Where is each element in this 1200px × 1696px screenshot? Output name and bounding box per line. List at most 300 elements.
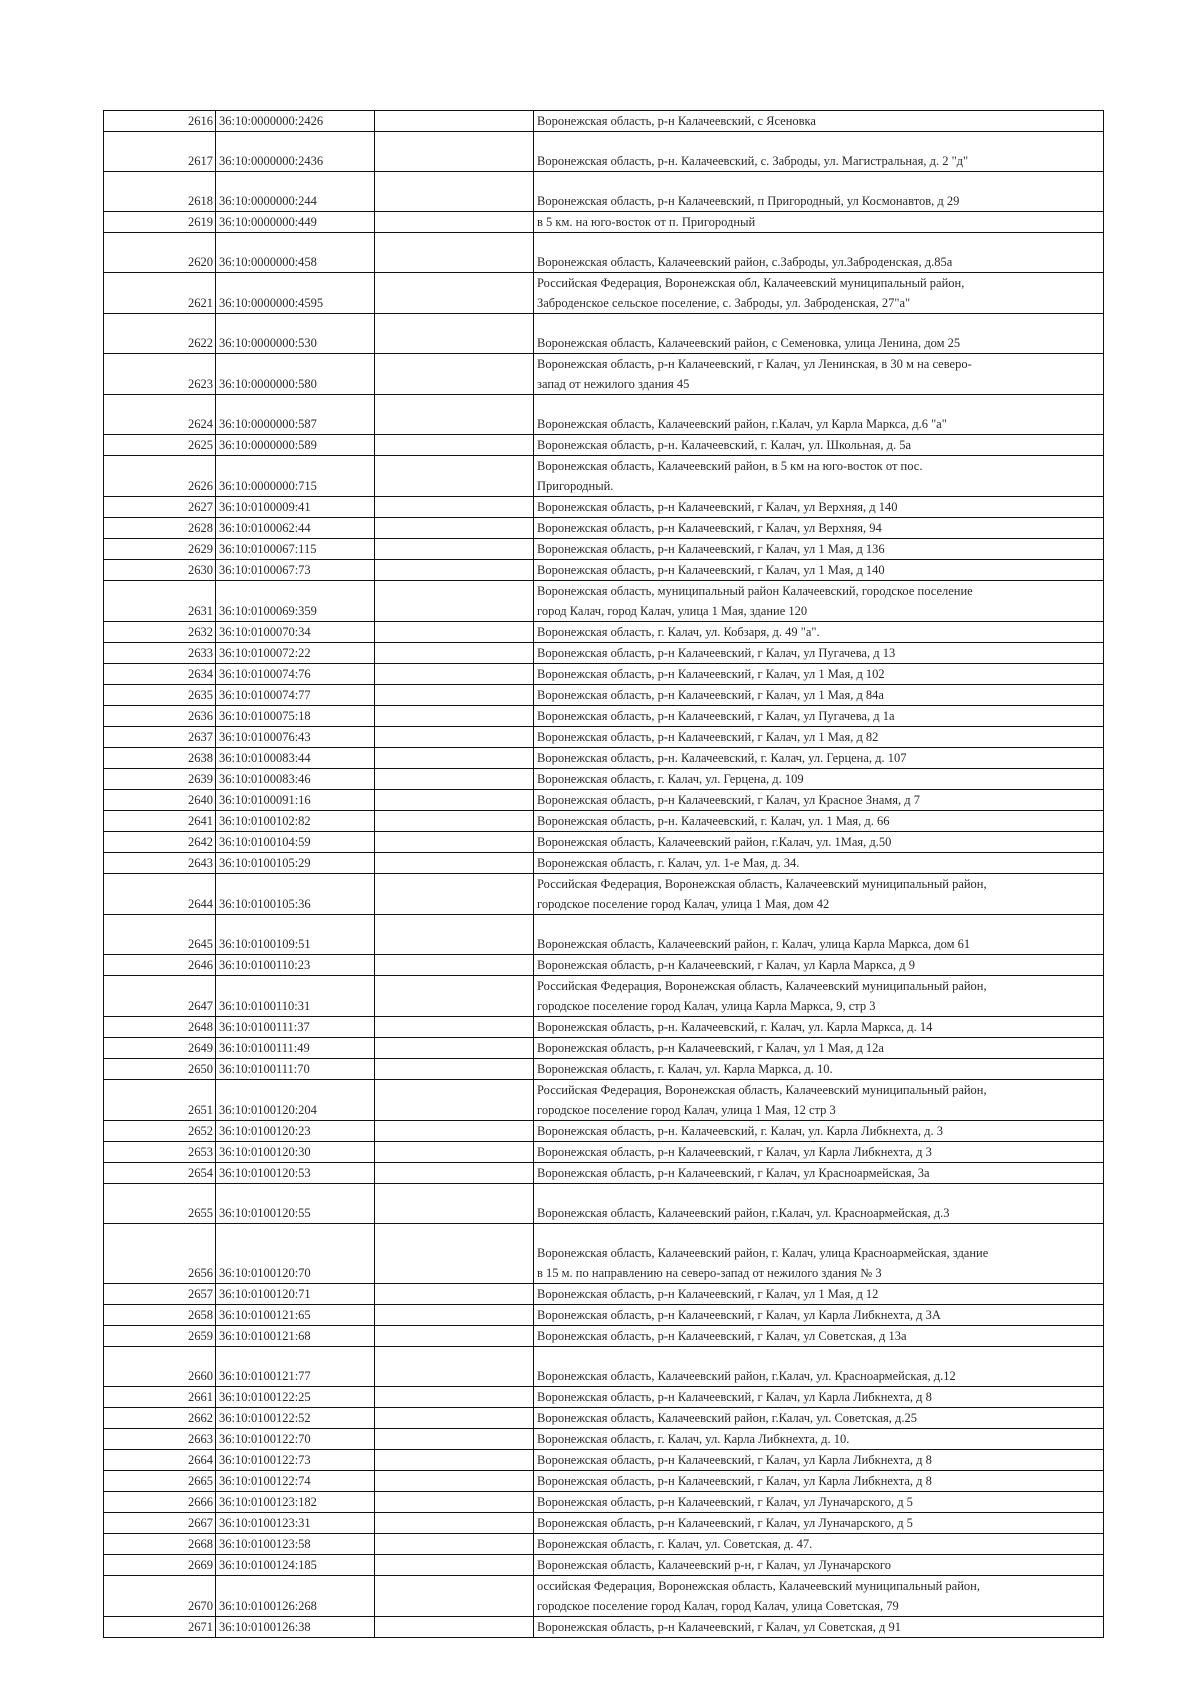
cadastral-number: 36:10:0100122:52 bbox=[216, 1408, 375, 1429]
address-cell bbox=[534, 643, 1104, 664]
address-cell bbox=[534, 1224, 1104, 1284]
cadastral-number: 36:10:0000000:530 bbox=[216, 314, 375, 354]
row-number: 2624 bbox=[104, 395, 216, 435]
address-cell bbox=[534, 1080, 1104, 1121]
cadastral-number: 36:10:0100072:22 bbox=[216, 643, 375, 664]
address-line: Воронежская область, р-н. Калачеевский, г. Калач, ул. Герцена, д. 107 bbox=[537, 751, 907, 765]
address-cell bbox=[534, 518, 1104, 539]
address-cell bbox=[534, 172, 1104, 212]
table-row bbox=[104, 976, 1104, 1017]
empty-cell bbox=[375, 915, 534, 955]
cadastral-number: 36:10:0100083:46 bbox=[216, 769, 375, 790]
address-line: Воронежская область, Калачеевский район, г.Калач, ул. Красноармейская, д.12 bbox=[537, 1369, 956, 1383]
table-row bbox=[104, 1576, 1104, 1617]
cadastral-number: 36:10:0100076:43 bbox=[216, 727, 375, 748]
row-number: 2632 bbox=[104, 622, 216, 643]
row-number: 2616 bbox=[104, 111, 216, 132]
address-cell bbox=[534, 1555, 1104, 1576]
address-cell bbox=[534, 560, 1104, 581]
address-line: городское поселение город Калач, город Калач, улица Советская, 79 bbox=[537, 1599, 899, 1613]
cadastral-number: 36:10:0100121:77 bbox=[216, 1347, 375, 1387]
empty-cell bbox=[375, 706, 534, 727]
address-line: Воронежская область, р-н. Калачеевский, г. Калач, ул. 1 Мая, д. 66 bbox=[537, 814, 890, 828]
cadastral-number: 36:10:0100122:25 bbox=[216, 1387, 375, 1408]
row-number: 2645 bbox=[104, 915, 216, 955]
empty-cell bbox=[375, 435, 534, 456]
cadastral-number: 36:10:0000000:4595 bbox=[216, 273, 375, 314]
table-row bbox=[104, 233, 1104, 273]
row-number: 2664 bbox=[104, 1450, 216, 1471]
cadastral-number: 36:10:0100110:31 bbox=[216, 976, 375, 1017]
address-cell bbox=[534, 111, 1104, 132]
address-cell bbox=[534, 1038, 1104, 1059]
address-cell bbox=[534, 581, 1104, 622]
table-row bbox=[104, 832, 1104, 853]
address-cell bbox=[534, 622, 1104, 643]
address-cell bbox=[534, 811, 1104, 832]
row-number: 2658 bbox=[104, 1305, 216, 1326]
address-line: городское поселение город Калач, улица 1 Мая, 12 стр 3 bbox=[537, 1103, 836, 1117]
address-line: город Калач, город Калач, улица 1 Мая, здание 120 bbox=[537, 604, 808, 618]
address-line: Воронежская область, р-н Калачеевский, г Калач, ул 1 Мая, д 82 bbox=[537, 730, 879, 744]
row-number: 2652 bbox=[104, 1121, 216, 1142]
address-cell bbox=[534, 1347, 1104, 1387]
row-number: 2649 bbox=[104, 1038, 216, 1059]
table-row bbox=[104, 685, 1104, 706]
empty-cell bbox=[375, 1059, 534, 1080]
table-row bbox=[104, 518, 1104, 539]
address-cell bbox=[534, 354, 1104, 395]
row-number: 2648 bbox=[104, 1017, 216, 1038]
cadastral-number: 36:10:0100109:51 bbox=[216, 915, 375, 955]
row-number: 2627 bbox=[104, 497, 216, 518]
address-cell bbox=[534, 1284, 1104, 1305]
row-number: 2620 bbox=[104, 233, 216, 273]
address-cell bbox=[534, 727, 1104, 748]
table-row bbox=[104, 790, 1104, 811]
row-number: 2626 bbox=[104, 456, 216, 497]
row-number: 2666 bbox=[104, 1492, 216, 1513]
empty-cell bbox=[375, 539, 534, 560]
empty-cell bbox=[375, 1080, 534, 1121]
address-line: Пригородный. bbox=[537, 479, 614, 493]
empty-cell bbox=[375, 1534, 534, 1555]
table-row bbox=[104, 172, 1104, 212]
address-cell bbox=[534, 497, 1104, 518]
address-line: запад от нежилого здания 45 bbox=[537, 377, 690, 391]
row-number: 2663 bbox=[104, 1429, 216, 1450]
empty-cell bbox=[375, 727, 534, 748]
table-row bbox=[104, 1429, 1104, 1450]
empty-cell bbox=[375, 1038, 534, 1059]
cadastral-number: 36:10:0000000:589 bbox=[216, 435, 375, 456]
address-line: Воронежская область, р-н. Калачеевский, г. Калач, ул. Школьная, д. 5а bbox=[537, 438, 912, 452]
address-line: Воронежская область, р-н Калачеевский, г Калач, ул Верхняя, 94 bbox=[537, 521, 882, 535]
address-line: Российская Федерация, Воронежская область, Калачеевский муниципальный район, bbox=[537, 1083, 987, 1097]
address-cell bbox=[534, 1492, 1104, 1513]
empty-cell bbox=[375, 581, 534, 622]
table-row bbox=[104, 622, 1104, 643]
row-number: 2625 bbox=[104, 435, 216, 456]
table-row bbox=[104, 915, 1104, 955]
address-line: Воронежская область, р-н Калачеевский, г Калач, ул Карла Либкнехта, д 3А bbox=[537, 1308, 941, 1322]
row-number: 2646 bbox=[104, 955, 216, 976]
address-cell bbox=[534, 1142, 1104, 1163]
empty-cell bbox=[375, 874, 534, 915]
cadastral-number: 36:10:0100110:23 bbox=[216, 955, 375, 976]
table-row bbox=[104, 1142, 1104, 1163]
row-number: 2622 bbox=[104, 314, 216, 354]
cadastral-number: 36:10:0100120:55 bbox=[216, 1184, 375, 1224]
table-row bbox=[104, 1492, 1104, 1513]
address-cell bbox=[534, 790, 1104, 811]
cadastral-number: 36:10:0000000:2426 bbox=[216, 111, 375, 132]
address-line: Российская Федерация, Воронежская область, Калачеевский муниципальный район, bbox=[537, 877, 987, 891]
cadastral-number: 36:10:0100122:70 bbox=[216, 1429, 375, 1450]
address-line: Воронежская область, р-н Калачеевский, г Калач, ул Луначарского, д 5 bbox=[537, 1516, 913, 1530]
cadastral-number: 36:10:0100120:23 bbox=[216, 1121, 375, 1142]
empty-cell bbox=[375, 1429, 534, 1450]
address-cell bbox=[534, 955, 1104, 976]
table-row bbox=[104, 811, 1104, 832]
empty-cell bbox=[375, 172, 534, 212]
empty-cell bbox=[375, 1142, 534, 1163]
address-line: Заброденское сельское поселение, с. Заброды, ул. Заброденская, 27"а" bbox=[537, 296, 911, 310]
table-row bbox=[104, 664, 1104, 685]
address-line: Воронежская область, р-н Калачеевский, г Калач, ул 1 Мая, д 12а bbox=[537, 1041, 884, 1055]
empty-cell bbox=[375, 1121, 534, 1142]
empty-cell bbox=[375, 1450, 534, 1471]
row-number: 2638 bbox=[104, 748, 216, 769]
table-row bbox=[104, 727, 1104, 748]
table-row bbox=[104, 581, 1104, 622]
row-number: 2653 bbox=[104, 1142, 216, 1163]
table-row bbox=[104, 456, 1104, 497]
empty-cell bbox=[375, 685, 534, 706]
table-row bbox=[104, 132, 1104, 172]
cadastral-number: 36:10:0100074:77 bbox=[216, 685, 375, 706]
table-row bbox=[104, 1038, 1104, 1059]
empty-cell bbox=[375, 853, 534, 874]
address-cell bbox=[534, 1387, 1104, 1408]
cadastral-number: 36:10:0100122:73 bbox=[216, 1450, 375, 1471]
row-number: 2637 bbox=[104, 727, 216, 748]
table-row bbox=[104, 769, 1104, 790]
row-number: 2656 bbox=[104, 1224, 216, 1284]
empty-cell bbox=[375, 1347, 534, 1387]
address-line: Воронежская область, р-н Калачеевский, г Калач, ул 1 Мая, д 136 bbox=[537, 542, 885, 556]
empty-cell bbox=[375, 790, 534, 811]
address-line: Воронежская область, р-н Калачеевский, г Калач, ул Луначарского, д 5 bbox=[537, 1495, 913, 1509]
cadastral-number: 36:10:0100120:30 bbox=[216, 1142, 375, 1163]
table-row bbox=[104, 395, 1104, 435]
address-line: Воронежская область, Калачеевский район, г. Калач, улица Карла Маркса, дом 61 bbox=[537, 937, 971, 951]
address-cell bbox=[534, 456, 1104, 497]
address-line: Воронежская область, г. Калач, ул. Карла Либкнехта, д. 10. bbox=[537, 1432, 850, 1446]
row-number: 2641 bbox=[104, 811, 216, 832]
address-cell bbox=[534, 314, 1104, 354]
empty-cell bbox=[375, 1492, 534, 1513]
table-row bbox=[104, 1184, 1104, 1224]
address-line: Воронежская область, р-н Калачеевский, г Калач, ул Пугачева, д 1а bbox=[537, 709, 895, 723]
cadastral-number: 36:10:0000000:244 bbox=[216, 172, 375, 212]
row-number: 2668 bbox=[104, 1534, 216, 1555]
empty-cell bbox=[375, 132, 534, 172]
row-number: 2623 bbox=[104, 354, 216, 395]
address-line: Воронежская область, р-н Калачеевский, г Калач, ул Карла Либкнехта, д 8 bbox=[537, 1453, 932, 1467]
address-line: Воронежская область, муниципальный район Калачеевский, городское поселение bbox=[537, 584, 973, 598]
address-line: Воронежская область, Калачеевский район, г.Калач, ул. Советская, д.25 bbox=[537, 1411, 917, 1425]
address-cell bbox=[534, 874, 1104, 915]
empty-cell bbox=[375, 560, 534, 581]
empty-cell bbox=[375, 664, 534, 685]
table-row bbox=[104, 1017, 1104, 1038]
empty-cell bbox=[375, 233, 534, 273]
row-number: 2635 bbox=[104, 685, 216, 706]
cadastral-number: 36:10:0100091:16 bbox=[216, 790, 375, 811]
address-line: Воронежская область, р-н Калачеевский, г Калач, ул Карла Либкнехта, д 8 bbox=[537, 1390, 932, 1404]
table-row bbox=[104, 1224, 1104, 1284]
row-number: 2659 bbox=[104, 1326, 216, 1347]
address-line: Воронежская область, р-н Калачеевский, г Калач, ул Красноармейская, 3а bbox=[537, 1166, 930, 1180]
empty-cell bbox=[375, 1184, 534, 1224]
cadastral-number: 36:10:0100074:76 bbox=[216, 664, 375, 685]
row-number: 2655 bbox=[104, 1184, 216, 1224]
address-line: Воронежская область, р-н Калачеевский, г Калач, ул Советская, д 13а bbox=[537, 1329, 907, 1343]
cadastral-number: 36:10:0100070:34 bbox=[216, 622, 375, 643]
cadastral-number: 36:10:0100124:185 bbox=[216, 1555, 375, 1576]
cadastral-number: 36:10:0100105:36 bbox=[216, 874, 375, 915]
cadastral-number: 36:10:0100120:71 bbox=[216, 1284, 375, 1305]
table-row bbox=[104, 212, 1104, 233]
address-line: Воронежская область, р-н Калачеевский, п Пригородный, ул Космонавтов, д 29 bbox=[537, 194, 960, 208]
address-line: Воронежская область, г. Калач, ул. Советская, д. 47. bbox=[537, 1537, 813, 1551]
row-number: 2667 bbox=[104, 1513, 216, 1534]
table-row bbox=[104, 1326, 1104, 1347]
empty-cell bbox=[375, 1408, 534, 1429]
address-line: в 15 м. по направлению на северо-запад от нежилого здания № 3 bbox=[537, 1266, 882, 1280]
table-row bbox=[104, 1408, 1104, 1429]
address-line: Воронежская область, р-н Калачеевский, г Калач, ул Пугачева, д 13 bbox=[537, 646, 896, 660]
address-line: Воронежская область, р-н Калачеевский, г Калач, ул 1 Мая, д 102 bbox=[537, 667, 885, 681]
table-row bbox=[104, 273, 1104, 314]
table-row bbox=[104, 539, 1104, 560]
empty-cell bbox=[375, 314, 534, 354]
cadastral-number: 36:10:0100121:65 bbox=[216, 1305, 375, 1326]
address-cell bbox=[534, 685, 1104, 706]
address-line: Воронежская область, р-н Калачеевский, г Калач, ул Красное Знамя, д 7 bbox=[537, 793, 921, 807]
empty-cell bbox=[375, 1224, 534, 1284]
address-line: Воронежская область, Калачеевский район, г.Калач, ул Карла Маркса, д.6 "а" bbox=[537, 417, 947, 431]
row-number: 2630 bbox=[104, 560, 216, 581]
empty-cell bbox=[375, 1305, 534, 1326]
address-cell bbox=[534, 395, 1104, 435]
address-cell bbox=[534, 539, 1104, 560]
address-line: оссийская Федерация, Воронежская область, Калачеевский муниципальный район, bbox=[537, 1579, 980, 1593]
address-line: Воронежская область, р-н Калачеевский, г Калач, ул Советская, д 91 bbox=[537, 1620, 901, 1634]
address-cell bbox=[534, 748, 1104, 769]
empty-cell bbox=[375, 354, 534, 395]
table-row bbox=[104, 1080, 1104, 1121]
row-number: 2619 bbox=[104, 212, 216, 233]
cadastral-number: 36:10:0100111:49 bbox=[216, 1038, 375, 1059]
address-cell bbox=[534, 853, 1104, 874]
address-cell bbox=[534, 769, 1104, 790]
cadastral-number: 36:10:0100121:68 bbox=[216, 1326, 375, 1347]
cadastral-number: 36:10:0000000:580 bbox=[216, 354, 375, 395]
empty-cell bbox=[375, 1017, 534, 1038]
empty-cell bbox=[375, 955, 534, 976]
empty-cell bbox=[375, 1555, 534, 1576]
table-row bbox=[104, 1347, 1104, 1387]
row-number: 2621 bbox=[104, 273, 216, 314]
address-cell bbox=[534, 435, 1104, 456]
cadastral-number: 36:10:0100111:70 bbox=[216, 1059, 375, 1080]
address-line: Воронежская область, р-н Калачеевский, г Калач, ул 1 Мая, д 84а bbox=[537, 688, 884, 702]
empty-cell bbox=[375, 212, 534, 233]
cadastral-number: 36:10:0000000:715 bbox=[216, 456, 375, 497]
address-cell bbox=[534, 664, 1104, 685]
row-number: 2661 bbox=[104, 1387, 216, 1408]
address-line: в 5 км. на юго-восток от п. Пригородный bbox=[537, 215, 756, 229]
cadastral-number: 36:10:0100102:82 bbox=[216, 811, 375, 832]
address-cell bbox=[534, 1450, 1104, 1471]
cadastral-number: 36:10:0100126:268 bbox=[216, 1576, 375, 1617]
cadastral-number: 36:10:0100062:44 bbox=[216, 518, 375, 539]
address-cell bbox=[534, 273, 1104, 314]
table-row bbox=[104, 1121, 1104, 1142]
address-cell bbox=[534, 1429, 1104, 1450]
table-row bbox=[104, 874, 1104, 915]
empty-cell bbox=[375, 497, 534, 518]
table-row bbox=[104, 1555, 1104, 1576]
cadastral-number: 36:10:0100123:58 bbox=[216, 1534, 375, 1555]
row-number: 2618 bbox=[104, 172, 216, 212]
cadastral-number: 36:10:0000000:458 bbox=[216, 233, 375, 273]
cadastral-number: 36:10:0100123:182 bbox=[216, 1492, 375, 1513]
row-number: 2634 bbox=[104, 664, 216, 685]
empty-cell bbox=[375, 1163, 534, 1184]
row-number: 2665 bbox=[104, 1471, 216, 1492]
property-register-table bbox=[103, 110, 1104, 1638]
row-number: 2651 bbox=[104, 1080, 216, 1121]
empty-cell bbox=[375, 273, 534, 314]
empty-cell bbox=[375, 1617, 534, 1638]
empty-cell bbox=[375, 748, 534, 769]
empty-cell bbox=[375, 811, 534, 832]
address-cell bbox=[534, 832, 1104, 853]
cadastral-number: 36:10:0100120:70 bbox=[216, 1224, 375, 1284]
table-row bbox=[104, 111, 1104, 132]
row-number: 2628 bbox=[104, 518, 216, 539]
table-row bbox=[104, 643, 1104, 664]
address-cell bbox=[534, 1163, 1104, 1184]
empty-cell bbox=[375, 1471, 534, 1492]
empty-cell bbox=[375, 622, 534, 643]
address-line: Воронежская область, р-н. Калачеевский, г. Калач, ул. Карла Маркса, д. 14 bbox=[537, 1020, 933, 1034]
address-cell bbox=[534, 1305, 1104, 1326]
table-row bbox=[104, 1534, 1104, 1555]
address-cell bbox=[534, 1326, 1104, 1347]
address-cell bbox=[534, 1017, 1104, 1038]
row-number: 2636 bbox=[104, 706, 216, 727]
row-number: 2631 bbox=[104, 581, 216, 622]
address-line: Воронежская область, г. Калач, ул. Карла Маркса, д. 10. bbox=[537, 1062, 833, 1076]
row-number: 2642 bbox=[104, 832, 216, 853]
row-number: 2654 bbox=[104, 1163, 216, 1184]
table-row bbox=[104, 706, 1104, 727]
address-line: Воронежская область, г. Калач, ул. 1-е Мая, д. 34. bbox=[537, 856, 800, 870]
row-number: 2643 bbox=[104, 853, 216, 874]
row-number: 2640 bbox=[104, 790, 216, 811]
address-cell bbox=[534, 1617, 1104, 1638]
row-number: 2644 bbox=[104, 874, 216, 915]
cadastral-number: 36:10:0100069:359 bbox=[216, 581, 375, 622]
cadastral-number: 36:10:0100111:37 bbox=[216, 1017, 375, 1038]
table-row bbox=[104, 1305, 1104, 1326]
address-line: Воронежская область, Калачеевский район, с Семеновка, улица Ленина, дом 25 bbox=[537, 336, 961, 350]
cadastral-number: 36:10:0000000:2436 bbox=[216, 132, 375, 172]
address-cell bbox=[534, 212, 1104, 233]
table-row bbox=[104, 435, 1104, 456]
address-line: Воронежская область, Калачеевский район, с.Заброды, ул.Заброденская, д.85а bbox=[537, 255, 953, 269]
empty-cell bbox=[375, 518, 534, 539]
address-cell bbox=[534, 1059, 1104, 1080]
table-row bbox=[104, 1163, 1104, 1184]
row-number: 2647 bbox=[104, 976, 216, 1017]
table-row bbox=[104, 748, 1104, 769]
table-row bbox=[104, 1387, 1104, 1408]
cadastral-number: 36:10:0100067:115 bbox=[216, 539, 375, 560]
row-number: 2629 bbox=[104, 539, 216, 560]
address-cell bbox=[534, 1534, 1104, 1555]
row-number: 2670 bbox=[104, 1576, 216, 1617]
cadastral-number: 36:10:0100105:29 bbox=[216, 853, 375, 874]
cadastral-number: 36:10:0100067:73 bbox=[216, 560, 375, 581]
address-cell bbox=[534, 1576, 1104, 1617]
empty-cell bbox=[375, 976, 534, 1017]
address-line: Воронежская область, р-н. Калачеевский, г. Калач, ул. Карла Либкнехта, д. 3 bbox=[537, 1124, 943, 1138]
cadastral-number: 36:10:0100120:204 bbox=[216, 1080, 375, 1121]
address-cell bbox=[534, 1121, 1104, 1142]
table-row bbox=[104, 560, 1104, 581]
address-line: Российская Федерация, Воронежская область, Калачеевский муниципальный район, bbox=[537, 979, 987, 993]
address-cell bbox=[534, 1471, 1104, 1492]
row-number: 2650 bbox=[104, 1059, 216, 1080]
address-line: Воронежская область, р-н Калачеевский, г Калач, ул Карла Либкнехта, д 3 bbox=[537, 1145, 932, 1159]
row-number: 2639 bbox=[104, 769, 216, 790]
row-number: 2671 bbox=[104, 1617, 216, 1638]
address-line: Воронежская область, Калачеевский р-н, г Калач, ул Луначарского bbox=[537, 1558, 891, 1572]
empty-cell bbox=[375, 1326, 534, 1347]
empty-cell bbox=[375, 1513, 534, 1534]
empty-cell bbox=[375, 1387, 534, 1408]
empty-cell bbox=[375, 1576, 534, 1617]
address-line: Воронежская область, р-н Калачеевский, г Калач, ул Карла Либкнехта, д 8 bbox=[537, 1474, 932, 1488]
address-line: Воронежская область, р-н Калачеевский, г Калач, ул Ленинская, в 30 м на северо- bbox=[537, 357, 972, 371]
table-row bbox=[104, 1513, 1104, 1534]
empty-cell bbox=[375, 832, 534, 853]
address-line: Воронежская область, Калачеевский район, г.Калач, ул. Красноармейская, д.3 bbox=[537, 1206, 950, 1220]
address-cell bbox=[534, 976, 1104, 1017]
table-row bbox=[104, 354, 1104, 395]
address-cell bbox=[534, 1513, 1104, 1534]
table-row bbox=[104, 853, 1104, 874]
row-number: 2662 bbox=[104, 1408, 216, 1429]
address-line: Воронежская область, г. Калач, ул. Герцена, д. 109 bbox=[537, 772, 804, 786]
address-line: Воронежская область, р-н. Калачеевский, с. Заброды, ул. Магистральная, д. 2 "д" bbox=[537, 154, 969, 168]
empty-cell bbox=[375, 769, 534, 790]
